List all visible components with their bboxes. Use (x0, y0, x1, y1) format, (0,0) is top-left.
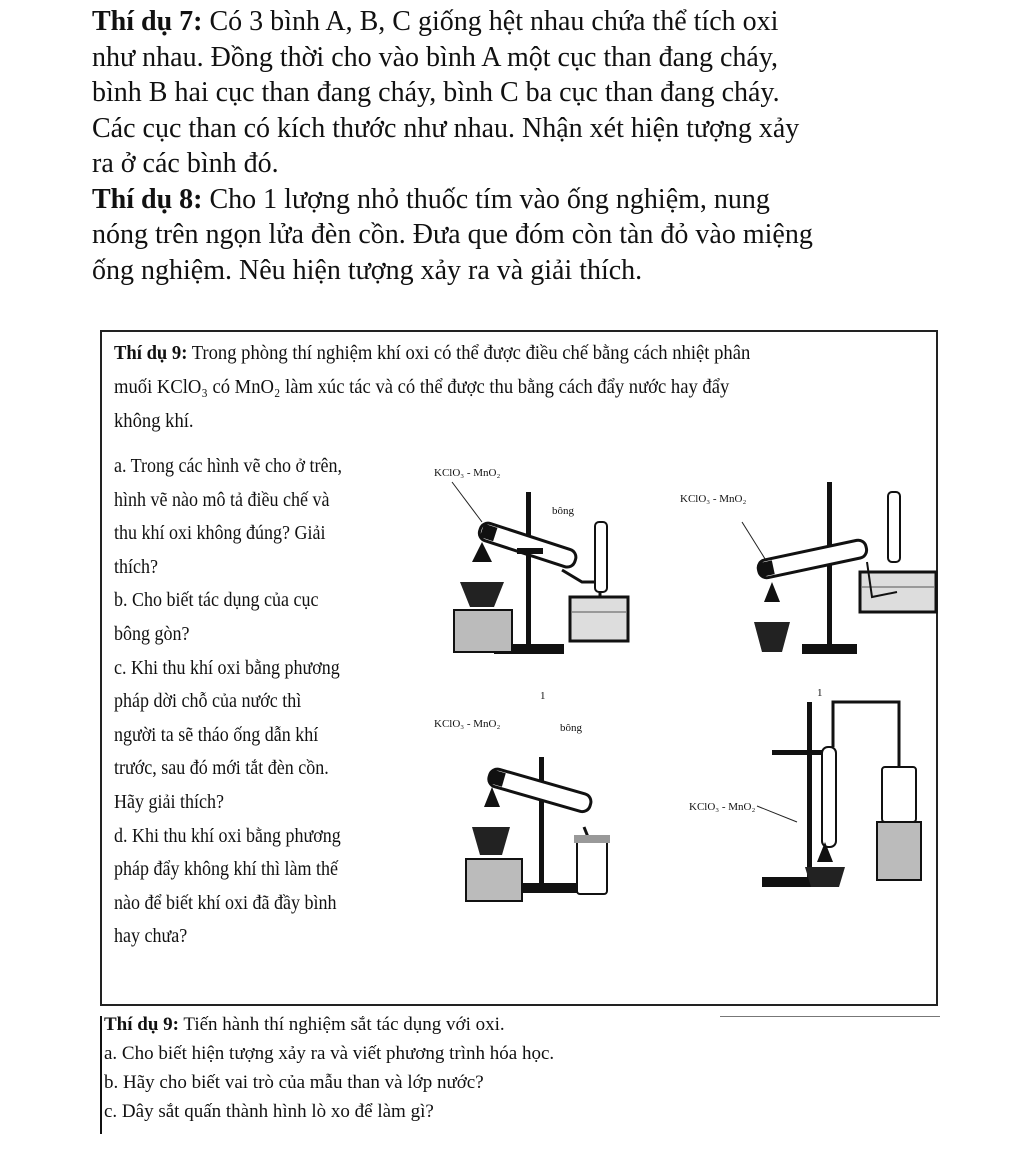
example-9-label: Thí dụ 9: (114, 342, 188, 364)
figure-1-apparatus (432, 462, 632, 672)
figure-3-number: 1 (540, 690, 546, 702)
example-9-box (100, 330, 938, 1006)
figure-2-reagent-label: KClO₃ - MnO₂ (680, 493, 747, 505)
iron-question-c: c. Dây sắt quấn thành hình lò xo để làm gì? (104, 1101, 434, 1122)
figure-4-number: 1 (817, 687, 823, 699)
example-9-heading: Thí dụ 9: Trong phòng thí nghiệm khí oxi có thể được điều chế bằng cách nhiệt phân muối KClO₃ có MnO₂ làm xúc tác và có thể được thu bằng cách đẩy nước hay đẩy không khí. (114, 342, 751, 432)
example-8: Thí dụ 8: Cho 1 lượng nhỏ thuốc tím vào ống nghiệm, nung nóng trên ngọn lửa đèn cồn. Đưa que đóm còn tàn đỏ vào miệng ống nghiệm. Nêu hiện tượng xảy ra và giải thích. (92, 183, 813, 286)
example-9-iron: Thí dụ 9: Tiến hành thí nghiệm sắt tác dụng với oxi. a. Cho biết hiện tượng xảy ra và viết phương trình hóa học. b. Hãy cho biết vai trò của mẫu than và lớp nước? c. Dây sắt quấn thành hình lò xo để làm gì? (104, 1010, 984, 1126)
figure-1-cotton-label: bông (552, 505, 574, 517)
figure-2-drawing (662, 482, 938, 672)
example-9-iron-label: Thí dụ 9: (104, 1014, 179, 1035)
iron-question-a: a. Cho biết hiện tượng xảy ra và viết phương trình hóa học. (104, 1043, 555, 1064)
figure-1-reagent-label: KClO₃ - MnO₂ (434, 467, 501, 479)
example-7-label: Thí dụ 7: (92, 6, 203, 37)
examples-7-8 (92, 4, 972, 288)
figure-4-apparatus (677, 682, 937, 912)
figure-3-apparatus (432, 687, 632, 912)
figure-3-cotton-label: bông (560, 722, 582, 734)
figure-4-drawing (677, 682, 937, 912)
iron-question-b: b. Hãy cho biết vai trò của mẫu than và lớp nước? (104, 1072, 484, 1093)
figure-3-drawing (432, 687, 632, 912)
figure-2-apparatus (662, 482, 938, 672)
figure-4-reagent-label: KClO₃ - MnO₂ (689, 801, 756, 813)
figure-1-drawing (432, 462, 632, 672)
figure-3-reagent-label: KClO₃ - MnO₂ (434, 718, 501, 730)
left-margin-rule (100, 1016, 102, 1134)
example-9-questions: a. Trong các hình vẽ cho ở trên, hình vẽ nào mô tả điều chế và thu khí oxi không đúng? Giải thích? b. Cho biết tác dụng của cục bông gòn? c. Khi thu khí oxi bằng phương pháp dời chỗ của nước thì người ta sẽ tháo ống dẫn khí trước, sau đó mới tắt đèn cồn. Hãy giải thích? d. Khi thu khí oxi bằng phương pháp đẩy không khí thì làm thế nào để biết khí oxi đã đầy bình hay chưa? (114, 455, 342, 948)
example-7: Thí dụ 7: Có 3 bình A, B, C giống hệt nhau chứa thể tích oxi như nhau. Đồng thời cho vào bình A một cục than đang cháy, bình B hai cục than đang cháy, bình C ba cục than đang cháy. Các cục than có kích thước như nhau. Nhận xét hiện tượng xảy ra ở các bình đó. (92, 6, 800, 179)
example-8-label: Thí dụ 8: (92, 183, 203, 215)
